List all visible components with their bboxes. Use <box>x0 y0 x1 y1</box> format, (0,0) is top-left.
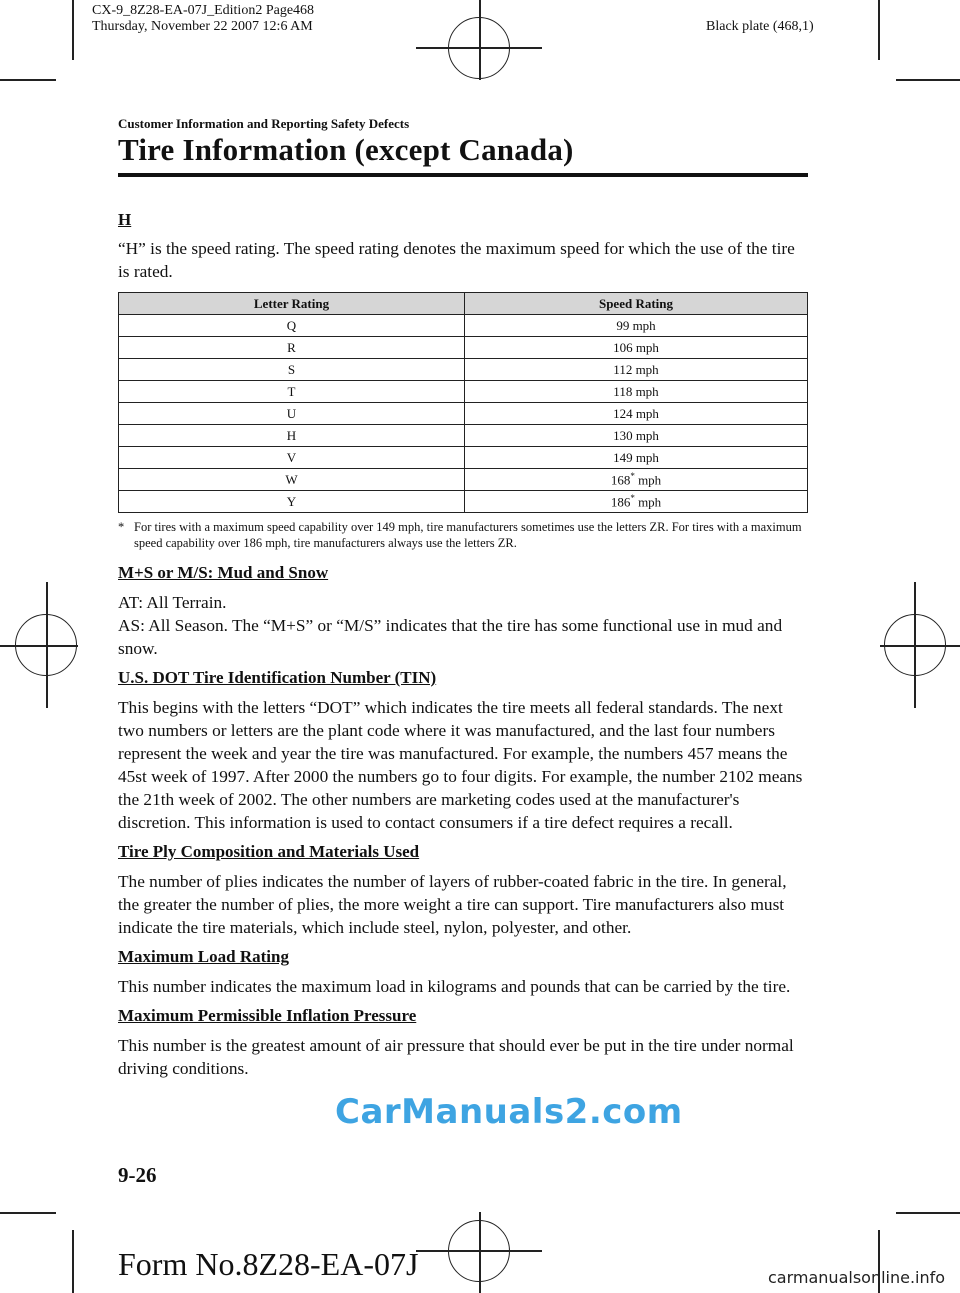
speed-cell <box>465 491 808 513</box>
speed-cell: 112 mph <box>465 359 808 381</box>
page-title: Tire Information (except Canada) <box>118 132 574 167</box>
table-row <box>119 491 808 513</box>
table-row <box>119 425 808 447</box>
section-line: AT: All Terrain. <box>118 593 227 612</box>
section-label: Customer Information and Reporting Safety Defects <box>118 116 410 131</box>
speed-cell <box>465 469 808 491</box>
footnote-text: For tires with a maximum speed capability over 149 mph, tire manufacturers sometimes use the letters ZR. For tires with a maximum speed capability over 186 mph, tire manufacturers always use the letters ZR. <box>134 520 802 550</box>
speed-cell: 149 mph <box>465 447 808 469</box>
letter-cell: S <box>119 359 465 381</box>
section-paragraph: The number of plies indicates the number of layers of rubber-coated fabric in the tire. In general, the greater the number of plies, the more weight a tire can support. Tire manufacturers also must indicate the tire materials, which include steel, nylon, polyester, and other. <box>118 872 787 937</box>
letter-cell: Y <box>119 491 465 513</box>
section-paragraph: This number is the greatest amount of air pressure that should ever be put in the tire under normal driving conditions. <box>118 1036 794 1078</box>
speed-cell: 106 mph <box>465 337 808 359</box>
letter-cell: R <box>119 337 465 359</box>
table-row <box>119 447 808 469</box>
footnote-marker: * <box>630 470 635 481</box>
print-date-line: Thursday, November 22 2007 12:6 AM <box>92 19 313 34</box>
letter-cell: W <box>119 469 465 491</box>
letter-cell: U <box>119 403 465 425</box>
title-rule <box>118 173 808 177</box>
table-row <box>119 469 808 491</box>
table-footnote <box>118 519 808 551</box>
table-row <box>119 403 808 425</box>
speed-cell: 130 mph <box>465 425 808 447</box>
table-row <box>119 315 808 337</box>
h-paragraph: “H” is the speed rating. The speed rating denotes the maximum speed for which the use of the tire is rated. <box>118 239 795 281</box>
table-row <box>119 337 808 359</box>
letter-cell: V <box>119 447 465 469</box>
print-job-line: CX-9_8Z28-EA-07J_Edition2 Page468 <box>92 3 315 18</box>
h-heading: H <box>118 210 132 229</box>
speed-unit: mph <box>638 494 662 510</box>
letter-cell: Q <box>119 315 465 337</box>
table-row <box>119 381 808 403</box>
speed-cell: 118 mph <box>465 381 808 403</box>
letter-cell: H <box>119 425 465 447</box>
table-row <box>119 359 808 381</box>
speed-value: 186 <box>610 494 631 510</box>
speed-unit: mph <box>638 472 662 488</box>
section-heading: M+S or M/S: Mud and Snow <box>118 563 329 582</box>
col-header-letter: Letter Rating <box>119 293 465 315</box>
carmanuals-watermark: CarManuals2.com <box>335 1092 683 1132</box>
speed-value: 168 <box>610 472 631 488</box>
section-heading: Maximum Permissible Inflation Pressure <box>118 1006 417 1025</box>
section-paragraph: This number indicates the maximum load in kilograms and pounds that can be carried by the tire. <box>118 977 791 996</box>
section-line: AS: All Season. The “M+S” or “M/S” indicates that the tire has some functional use in mud and snow. <box>118 616 783 658</box>
table-header-row <box>119 293 808 315</box>
footnote-marker: * <box>630 492 635 503</box>
section-heading: Maximum Load Rating <box>118 947 289 966</box>
page-number: 9-26 <box>118 1163 157 1187</box>
plate-label: Black plate (468,1) <box>706 19 814 34</box>
speed-cell: 124 mph <box>465 403 808 425</box>
letter-cell: T <box>119 381 465 403</box>
form-number: Form No.8Z28-EA-07J <box>118 1246 419 1282</box>
main-content <box>118 210 808 1080</box>
speed-rating-table <box>118 292 808 513</box>
col-header-speed: Speed Rating <box>465 293 808 315</box>
speed-cell: 99 mph <box>465 315 808 337</box>
footnote-star: * <box>118 520 125 534</box>
section-heading: Tire Ply Composition and Materials Used <box>118 842 420 861</box>
section-paragraph: This begins with the letters “DOT” which indicates the tire meets all federal standards. The next two numbers or letters are the plant code where it was manufactured, and the last four numbers represent the week and year the tire was manufactured. For example, the numbers 457 means the 45st week of 1997. After 2000 the numbers go to four digits. For example, the number 2102 means the 21th week of 2002. The other numbers are marketing codes used at the manufacturer's discretion. This information is used to contact consumers if a tire defect requires a recall. <box>118 698 803 832</box>
section-heading: U.S. DOT Tire Identification Number (TIN) <box>118 668 437 687</box>
corner-watermark: carmanualsonline.info <box>768 1268 946 1287</box>
